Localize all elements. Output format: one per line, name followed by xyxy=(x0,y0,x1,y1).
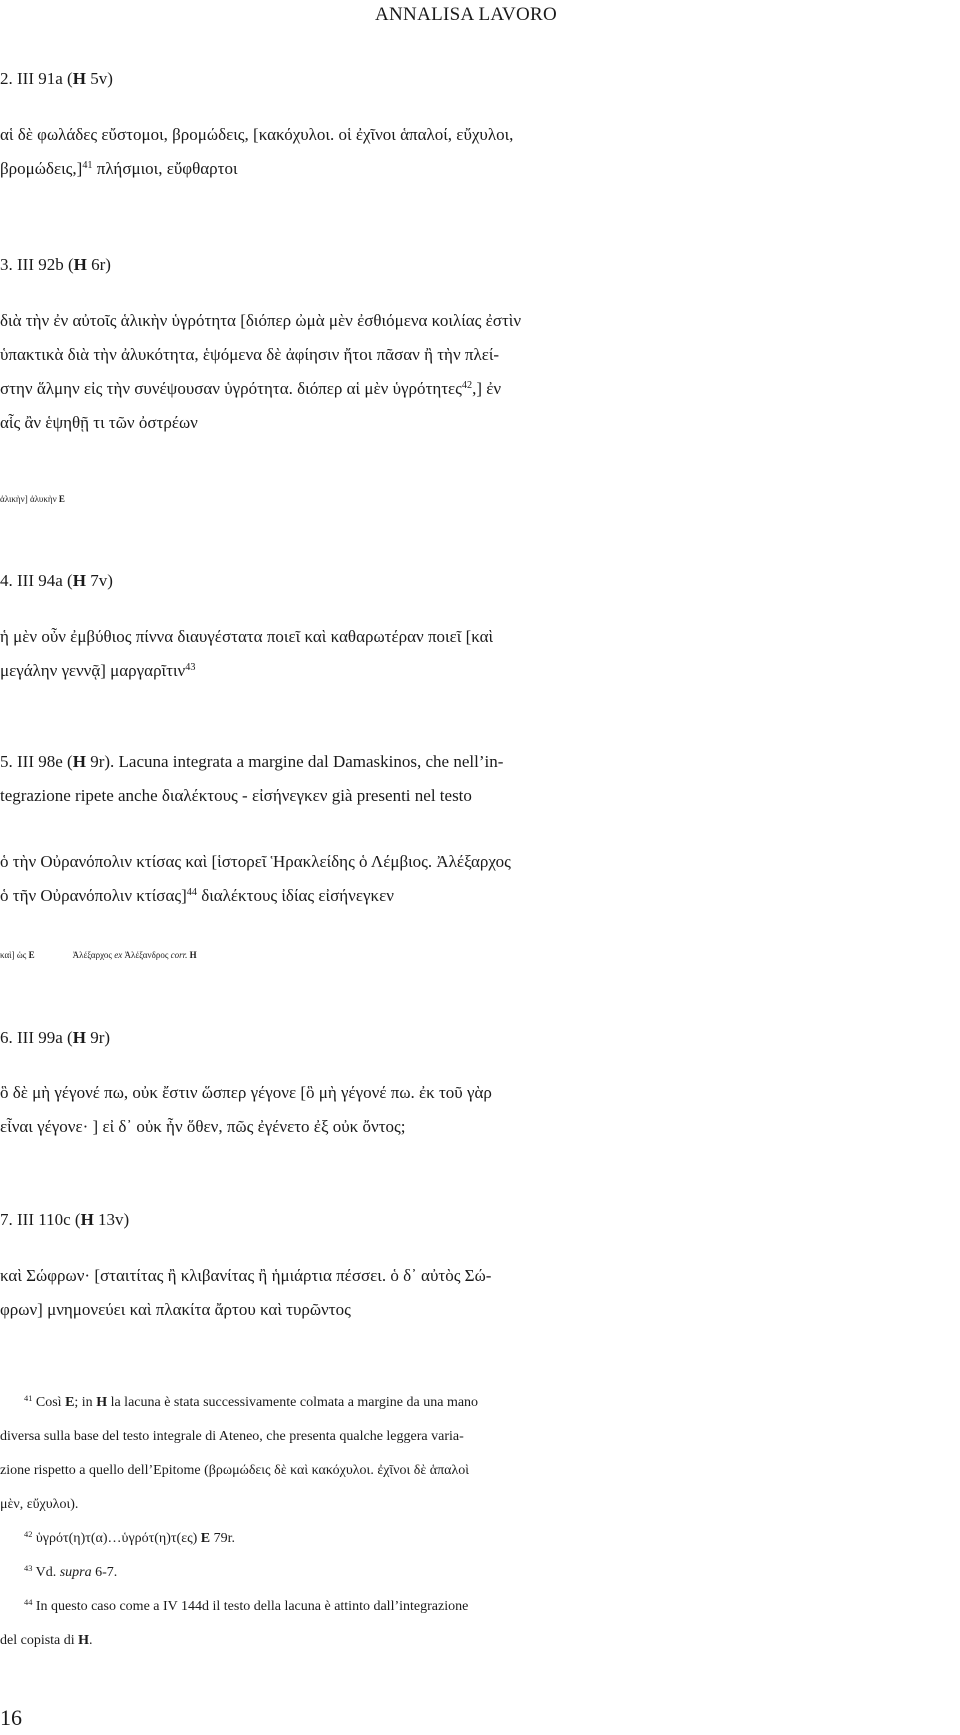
greek-line: μεγάλην γεννᾷ] μαργαρῖτιν$^{43}$ xyxy=(0,661,196,680)
section-heading-cont: tegrazione ripete anche διαλέκτους - εἰσήνεγκεν già presenti nel testo xyxy=(0,786,472,805)
apparatus-entry: καὶ] ὡς E xyxy=(0,950,35,960)
section-5 xyxy=(0,745,958,813)
section-heading: 2. III 91a (H 5v) xyxy=(0,69,113,88)
section-heading: 4. III 94a (H 7v) xyxy=(0,571,113,590)
section-2-text xyxy=(0,118,958,186)
greek-line: ὃ δὲ μὴ γέγονέ πω, οὐκ ἔστιν ὥσπερ γέγονε [ὃ μὴ γέγονέ πω. ἐκ τοῦ γὰρ xyxy=(0,1083,492,1102)
apparatus: ἁλικὴν] ἁλυκὴν E xyxy=(0,494,65,504)
footnote: $^{41}$ Così E; in H la lacuna è stata successivamente colmata a margine da una mano xyxy=(24,1393,479,1410)
section-6 xyxy=(0,1021,958,1055)
section-4 xyxy=(0,564,958,598)
apparatus-entry: Ἀλέξαρχος ex Ἀλέξανδρος corr. H xyxy=(72,950,197,960)
section-5-text xyxy=(0,845,958,913)
section-heading: 6. III 99a (H 9r) xyxy=(0,1028,111,1047)
footnote-ref: 42 xyxy=(461,379,473,391)
section-heading: 3. III 92b (H 6r) xyxy=(0,255,111,274)
greek-line: ὁ τὴν Οὐρανόπολιν κτίσας καὶ [ἱστορεῖ Ἡρακλείδης ὁ Λέμβιος. Ἀλέξαρχος xyxy=(0,852,511,871)
greek-line: φρων] μνημονεύει καὶ πλακίτα ἄρτου καὶ τυρῶντος xyxy=(0,1300,351,1319)
section-4-text xyxy=(0,620,958,688)
footnote-cont: μὲν, εὔχυλοι). xyxy=(0,1497,79,1512)
section-6-text xyxy=(0,1076,958,1144)
greek-line: βρομώδεις,]$^{41}$ πλήσμιοι, εὔφθαρτοι xyxy=(0,159,238,178)
greek-line: στην ἅλμην εἰς τὴν συνέψουσαν ὑγρότητα. διόπερ αἱ μὲν ὑγρότητες$^{42}$,] ἐν xyxy=(0,379,502,398)
section-2 xyxy=(0,62,958,96)
section-7 xyxy=(0,1203,958,1237)
greek-line: ἡ μὲν οὖν ἐμβύθιος πίννα διαυγέστατα ποιεῖ καὶ καθαρωτέραν ποιεῖ [καὶ xyxy=(0,627,494,646)
footnote: $^{44}$ In questo caso come a IV 144d il testo della lacuna è attinto dall’integrazione xyxy=(24,1597,469,1614)
section-3 xyxy=(0,248,958,282)
section-3-text xyxy=(0,304,958,440)
greek-line: εἶναι γέγονε· ] εἰ δ᾽ οὐκ ἦν ὅθεν, πῶς ἐγένετο ἐξ οὐκ ὄντος; xyxy=(0,1117,406,1136)
section-heading: 7. III 110c (H 13v) xyxy=(0,1210,130,1229)
footnote-cont: diversa sulla base del testo integrale di Ateneo, che presenta qualche leggera varia- xyxy=(0,1429,464,1444)
apparatus xyxy=(0,942,958,968)
footnotes xyxy=(0,1386,958,1658)
footnote-ref: 44 xyxy=(186,886,197,898)
greek-line: διὰ τὴν ἐν αὐτοῖς ἁλικὴν ὑγρότητα [διόπερ ὠμὰ μὲν ἐσθιόμενα κοιλίας ἐστὶν xyxy=(0,311,522,330)
footnote-cont: zione rispetto a quello dell’Epitome (βρωμώδεις δὲ καὶ κακόχυλοι. ἐχῖνοι δὲ ἁπαλοὶ xyxy=(0,1463,470,1478)
footnote-ref: 41 xyxy=(82,159,93,171)
footnote-ref: 43 xyxy=(185,661,196,673)
greek-line: ὁ τῆν Οὐρανόπολιν κτίσας]$^{44}$ διαλέκτους ἰδίας εἰσήνεγκεν xyxy=(0,886,394,905)
running-head: ANNALISA LAVORO xyxy=(375,4,558,25)
footnote: $^{43}$ Vd. supra 6-7. xyxy=(24,1563,118,1580)
greek-line: ὑπακτικὰ διὰ τὴν ἀλυκότητα, ἑψόμενα δὲ ἀφίησιν ἤτοι πᾶσαν ἢ τὴν πλεί- xyxy=(0,345,500,364)
greek-line: αἷς ἂν ἑψηθῇ τι τῶν ὀστρέων xyxy=(0,413,198,432)
greek-line: καὶ Σώφρων· [σταιτίτας ἢ κλιβανίτας ἢ ἡμιάρτια πέσσει. ὁ δ᾽ αὐτὸς Σώ- xyxy=(0,1266,492,1285)
section-heading: 5. III 98e (H 9r). Lacuna integrata a margine dal Damaskinos, che nell’in- xyxy=(0,752,504,771)
page-number: 16 xyxy=(0,1705,22,1730)
footnote: $^{42}$ ὑγρότ(η)τ(α)…ὑγρότ(η)τ(ες) E 79r. xyxy=(24,1529,236,1546)
section-7-text xyxy=(0,1259,958,1327)
greek-line: αἱ δὲ φωλάδες εὔστομοι, βρομώδεις, [κακόχυλοι. οἱ ἐχῖνοι ἁπαλοί, εὔχυλοι, xyxy=(0,125,514,144)
footnote-cont: del copista di H. xyxy=(0,1633,93,1648)
